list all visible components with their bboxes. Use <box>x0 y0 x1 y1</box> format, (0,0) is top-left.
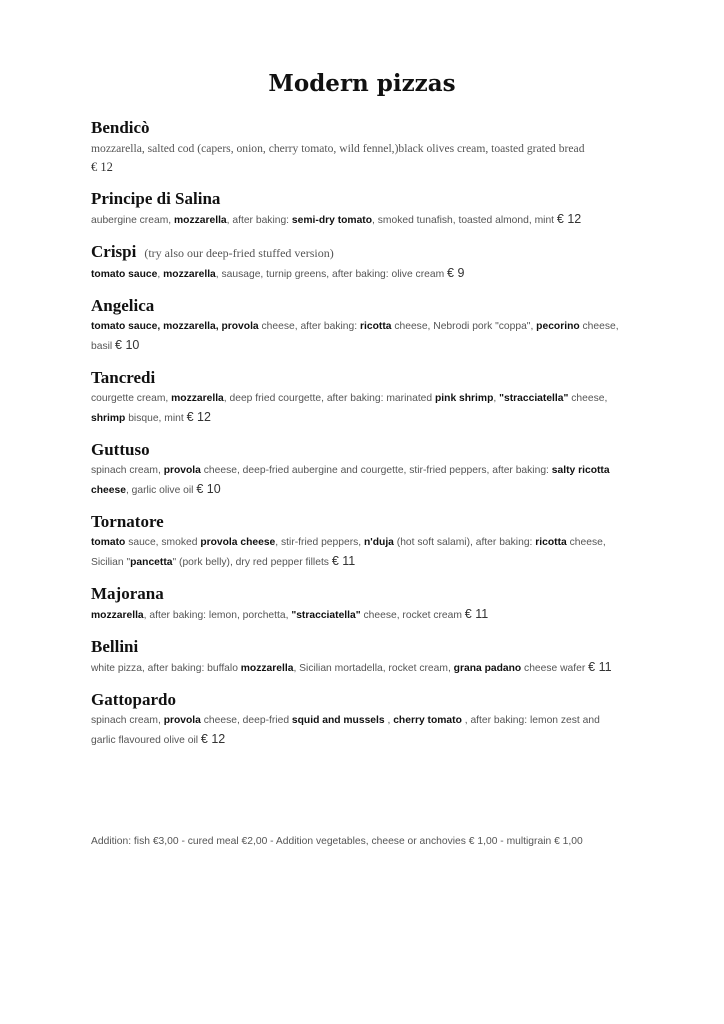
highlighted-ingredient: pancetta <box>130 557 173 568</box>
menu-item <box>91 117 691 177</box>
pizza-menu <box>91 117 691 761</box>
ingredient-text: courgette cream, <box>91 393 172 404</box>
ingredient-text: , garlic olive oil <box>125 485 197 496</box>
highlighted-ingredient: mozzarella <box>174 215 227 226</box>
ingredient-text: cheese, deep-fried aubergine and courgette, stir-fried peppers, after baking: <box>200 465 552 476</box>
pizza-name-text: Principe di Salina <box>91 189 221 208</box>
ingredient-text: cheese wafer <box>521 663 589 674</box>
pizza-name <box>91 117 691 139</box>
highlighted-ingredient: provola <box>163 465 201 476</box>
highlighted-ingredient: grana padano <box>453 663 522 674</box>
pizza-name-text: Guttuso <box>91 440 150 459</box>
pizza-name-text: Bellini <box>91 637 139 656</box>
ingredient-text: bisque, mint <box>125 413 187 424</box>
pizza-description <box>91 139 691 158</box>
ingredient-text: cheese, Nebrodi pork "coppa", <box>391 321 537 332</box>
pizza-name <box>91 689 691 711</box>
highlighted-ingredient: cherry tomato <box>393 715 462 726</box>
ingredient-text: basil <box>91 341 116 352</box>
pizza-price: € 10 <box>196 482 221 496</box>
pizza-name <box>91 367 691 389</box>
highlighted-ingredient: "stracciatella" <box>291 610 361 621</box>
ingredient-text: garlic flavoured olive oil <box>91 735 201 746</box>
highlighted-ingredient: "stracciatella" <box>499 393 569 404</box>
pizza-note: (try also our deep-fried stuffed version) <box>144 246 334 260</box>
ingredient-text: , after baking: lemon, porchetta, <box>143 610 292 621</box>
pizza-description <box>91 336 691 356</box>
pizza-description <box>91 389 691 408</box>
ingredient-text: sauce, smoked <box>125 537 201 548</box>
highlighted-ingredient: semi-dry tomato <box>291 215 373 226</box>
pizza-price: € 12 <box>186 410 211 424</box>
ingredient-text: Sicilian " <box>91 557 131 568</box>
highlighted-ingredient: mozzarella <box>171 393 224 404</box>
ingredient-text: aubergine cream, <box>91 215 174 226</box>
pizza-name-text: Crispi <box>91 242 137 261</box>
pizza-name-text: Gattopardo <box>91 690 176 709</box>
additions-note: Addition: fish €3,00 - cured meal €2,00 - Addition vegetables, cheese or anchovies € 1,00 - multigrain € 1,00 <box>91 836 583 847</box>
menu-item <box>91 583 691 625</box>
pizza-name-text: Tornatore <box>91 512 164 531</box>
pizza-name <box>91 511 691 533</box>
highlighted-ingredient: tomato sauce <box>91 269 158 280</box>
pizza-description <box>91 711 691 730</box>
pizza-description <box>91 317 691 336</box>
ingredient-text: , deep fried courgette, after baking: marinated <box>223 393 435 404</box>
highlighted-ingredient: cheese <box>91 485 126 496</box>
highlighted-ingredient: squid and mussels <box>291 715 385 726</box>
pizza-description <box>91 461 691 480</box>
pizza-description <box>91 408 691 428</box>
ingredient-text: spinach cream, <box>91 715 164 726</box>
ingredient-text: , smoked tunafish, toasted almond, mint <box>372 215 557 226</box>
menu-item <box>91 367 691 428</box>
ingredient-text: cheese, <box>579 321 619 332</box>
menu-item <box>91 636 691 678</box>
pizza-name-text: Tancredi <box>91 368 156 387</box>
pizza-price: € 11 <box>588 660 612 674</box>
menu-item <box>91 188 691 230</box>
pizza-price: € 12 <box>556 212 582 226</box>
highlighted-ingredient: mozzarella <box>240 663 294 674</box>
pizza-description <box>91 480 691 500</box>
pizza-price: € 12 <box>91 160 113 174</box>
highlighted-ingredient: pecorino <box>536 321 580 332</box>
pizza-name <box>91 241 691 264</box>
menu-item <box>91 689 691 750</box>
pizza-price: € 9 <box>447 266 465 280</box>
ingredient-text: " (pork belly), dry red pepper fillets <box>172 557 332 568</box>
ingredient-text: , <box>157 269 164 280</box>
highlighted-ingredient: salty ricotta <box>551 465 610 476</box>
pizza-name <box>91 636 691 658</box>
highlighted-ingredient: shrimp <box>91 413 126 424</box>
pizza-name-text: Majorana <box>91 584 164 603</box>
ingredient-text: , sausage, turnip greens, after baking: olive cream <box>215 269 448 280</box>
pizza-price: € 11 <box>331 554 356 568</box>
highlighted-ingredient: ricotta <box>535 537 567 548</box>
pizza-name-text: Angelica <box>91 296 155 315</box>
menu-item <box>91 241 691 284</box>
pizza-name-text: Bendicò <box>91 118 150 137</box>
highlighted-ingredient: tomato sauce, mozzarella, provola <box>91 321 259 332</box>
menu-item <box>91 295 691 356</box>
pizza-name <box>91 583 691 605</box>
menu-item <box>91 511 691 572</box>
ingredient-text: cheese, after baking: <box>258 321 360 332</box>
ingredient-text: spinach cream, <box>91 465 164 476</box>
pizza-name <box>91 439 691 461</box>
ingredient-text: , after baking: <box>226 215 292 226</box>
highlighted-ingredient: ricotta <box>360 321 392 332</box>
ingredient-text: , stir-fried peppers, <box>275 537 364 548</box>
ingredient-text: , after baking: lemon zest and <box>461 715 600 726</box>
pizza-price: € 10 <box>115 338 140 352</box>
pizza-description <box>91 552 691 572</box>
highlighted-ingredient: n'duja <box>364 537 394 548</box>
ingredient-text: , <box>493 393 500 404</box>
pizza-name <box>91 295 691 317</box>
highlighted-ingredient: mozzarella <box>91 610 144 621</box>
pizza-description <box>91 264 691 284</box>
highlighted-ingredient: tomato <box>91 537 126 548</box>
pizza-price: € 12 <box>200 732 226 746</box>
page-title: Modern pizzas <box>268 70 456 97</box>
ingredient-text: cheese, rocket cream <box>360 610 465 621</box>
menu-item <box>91 439 691 500</box>
pizza-name <box>91 188 691 210</box>
ingredient-text: , Sicilian mortadella, rocket cream, <box>293 663 454 674</box>
ingredient-text: , <box>384 715 394 726</box>
highlighted-ingredient: mozzarella <box>163 269 216 280</box>
pizza-description <box>91 605 691 625</box>
pizza-description <box>91 730 691 750</box>
highlighted-ingredient: pink shrimp <box>435 393 494 404</box>
pizza-price: € 11 <box>464 607 489 621</box>
pizza-description <box>91 158 691 177</box>
ingredient-text: cheese, <box>568 393 608 404</box>
ingredient-text: cheese, deep-fried <box>200 715 292 726</box>
highlighted-ingredient: provola <box>163 715 201 726</box>
ingredient-text: (hot soft salami), after baking: <box>393 537 536 548</box>
highlighted-ingredient: provola cheese <box>200 537 276 548</box>
ingredient-text: cheese, <box>566 537 606 548</box>
pizza-description <box>91 210 691 230</box>
ingredient-text: mozzarella, salted cod (capers, onion, cherry tomato, wild fennel,)black olives cream, toasted grated bread <box>91 142 585 155</box>
pizza-description <box>91 658 691 678</box>
ingredient-text: white pizza, after baking: buffalo <box>91 663 241 674</box>
pizza-description <box>91 533 691 552</box>
